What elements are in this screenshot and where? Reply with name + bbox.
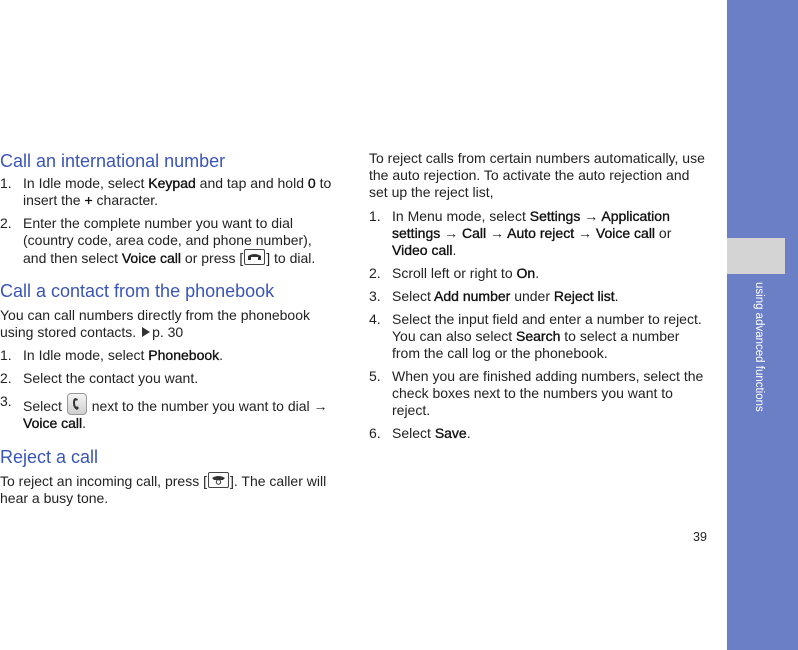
list-item: 1. In Idle mode, select Phonebook.: [0, 347, 224, 363]
phone-handset-icon: [67, 393, 87, 415]
list-item: 1. In Idle mode, select Keypad and tap and hold 0 to insert the + character.: [0, 175, 332, 208]
list-item: 3. Select next to the number you want to dial → Voice call.: [0, 393, 328, 431]
voice-call-label: Voice call: [121, 250, 182, 266]
dial-key-icon: [244, 249, 265, 265]
heading-reject-call: Reject a call: [0, 447, 99, 467]
section-tab: [727, 238, 785, 274]
heading-international-call: Call an international number: [0, 151, 226, 171]
international-steps: [0, 175, 338, 267]
list-item: 1. In Menu mode, select Settings → Application settings → Call → Auto reject → Voice call or Video call.: [369, 208, 672, 258]
list-item: 2. Scroll left or right to On.: [369, 265, 540, 281]
list-item: 6. Select Save.: [369, 425, 471, 441]
phonebook-steps: [0, 347, 338, 432]
end-key-icon: [208, 472, 229, 488]
reject-call-text: To reject an incoming call, press [ ]. The caller will hear a busy tone.: [0, 473, 327, 506]
auto-reject-intro: To reject calls from certain numbers automatically, use the auto rejection. To activate the auto rejection and set up the reject list,: [369, 150, 705, 200]
page-number: 39: [693, 530, 707, 544]
phonebook-label: Phonebook: [148, 347, 220, 363]
zero-key-label: 0: [307, 175, 316, 191]
plus-char: +: [84, 192, 93, 208]
auto-reject-steps: [369, 208, 707, 442]
phonebook-intro: You can call numbers directly from the phonebook using stored contacts. p. 30: [0, 307, 310, 340]
left-column: [0, 150, 338, 507]
right-column: [369, 150, 707, 442]
list-item: 5. When you are finished adding numbers, select the check boxes next to the numbers you want to reject.: [369, 368, 704, 418]
list-item: 4. Select the input field and enter a number to reject. You can also select Search to select a number from the call log or the phonebook.: [369, 311, 702, 361]
voice-call-label: Voice call: [23, 415, 83, 431]
list-item: 2. Enter the complete number you want to dial (country code, area code, and phone number), and then select Voice call or press [ ] to dial.: [0, 215, 316, 266]
keypad-label: Keypad: [148, 175, 196, 191]
page-ref-icon: [142, 327, 150, 337]
list-item: 3. Select Add number under Reject list.: [369, 288, 619, 304]
section-label: using advanced functions: [753, 282, 765, 412]
heading-phonebook-call: Call a contact from the phonebook: [0, 281, 275, 301]
list-item: 2. Select the contact you want.: [0, 370, 199, 386]
